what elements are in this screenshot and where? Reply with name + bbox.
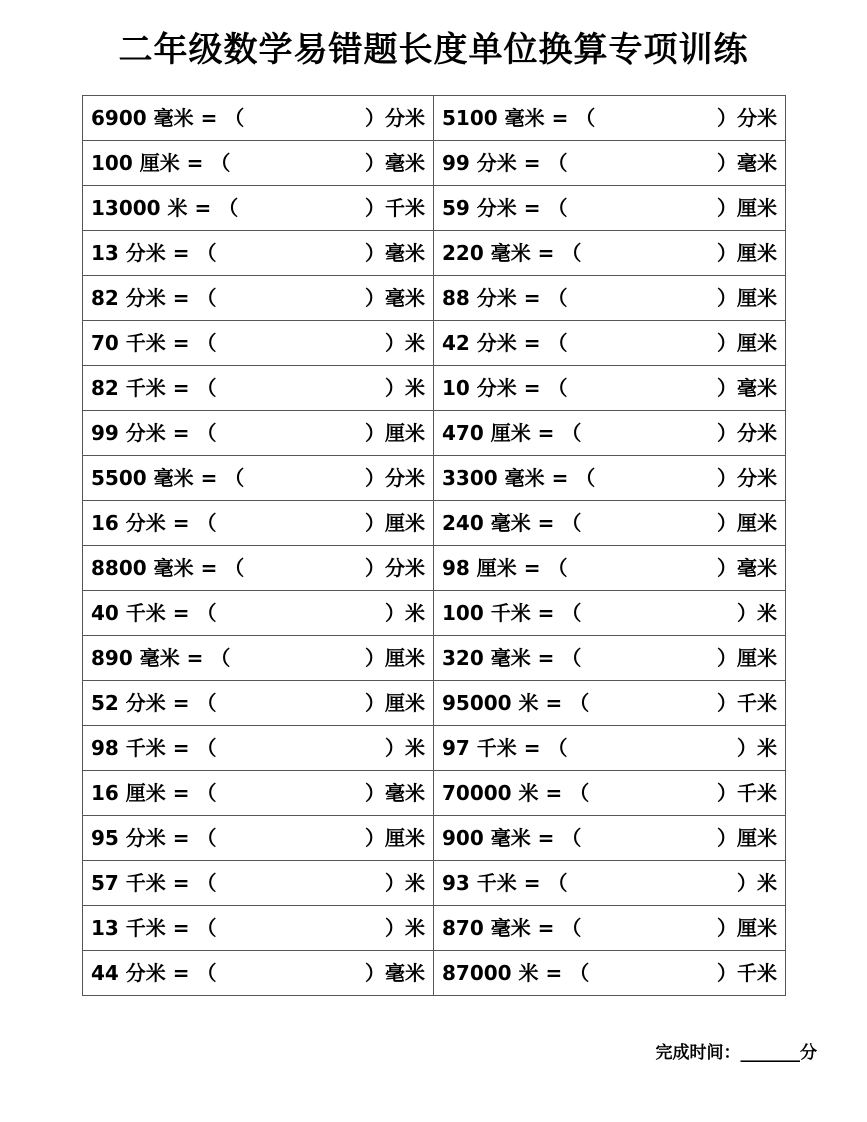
question-expression: 88 分米 = （ <box>442 286 568 310</box>
answer-unit: ）厘米 <box>717 331 777 355</box>
question-cell-right[interactable] <box>434 456 786 501</box>
question-expression: 95000 米 = （ <box>442 691 590 715</box>
table-row <box>83 816 786 861</box>
question-cell-right[interactable] <box>434 366 786 411</box>
question-cell-left[interactable] <box>83 906 434 951</box>
conversion-question <box>434 96 785 140</box>
answer-unit: ）千米 <box>717 691 777 715</box>
question-expression: 870 毫米 = （ <box>442 916 582 940</box>
conversion-question <box>83 726 433 770</box>
answer-unit: ）厘米 <box>365 646 425 670</box>
completion-time <box>656 1038 818 1063</box>
question-cell-left[interactable] <box>83 726 434 771</box>
answer-unit: ）毫米 <box>365 781 425 805</box>
question-expression: 59 分米 = （ <box>442 196 568 220</box>
answer-unit: ）毫米 <box>365 241 425 265</box>
table-row <box>83 546 786 591</box>
answer-unit: ）米 <box>385 376 425 400</box>
question-cell-right[interactable] <box>434 186 786 231</box>
question-cell-left[interactable] <box>83 276 434 321</box>
answer-unit: ）分米 <box>365 106 425 130</box>
conversion-question <box>83 96 433 140</box>
answer-unit: ）分米 <box>717 421 777 445</box>
answer-unit: ）厘米 <box>717 511 777 535</box>
completion-time-unit: 分 <box>800 1043 817 1063</box>
question-cell-left[interactable] <box>83 591 434 636</box>
question-cell-left[interactable] <box>83 456 434 501</box>
question-cell-right[interactable] <box>434 231 786 276</box>
conversion-question <box>83 951 433 995</box>
conversion-question <box>83 321 433 365</box>
question-cell-left[interactable] <box>83 321 434 366</box>
conversion-question <box>83 906 433 950</box>
question-expression: 40 千米 = （ <box>91 601 217 625</box>
conversion-question <box>83 681 433 725</box>
answer-unit: ）米 <box>385 871 425 895</box>
question-expression: 320 毫米 = （ <box>442 646 582 670</box>
question-expression: 100 千米 = （ <box>442 601 582 625</box>
conversion-question <box>83 276 433 320</box>
table-row <box>83 861 786 906</box>
question-cell-left[interactable] <box>83 816 434 861</box>
conversion-question <box>434 681 785 725</box>
table-row <box>83 501 786 546</box>
answer-unit: ）千米 <box>717 781 777 805</box>
conversion-question <box>83 546 433 590</box>
question-cell-right[interactable] <box>434 861 786 906</box>
table-row <box>83 681 786 726</box>
conversion-question <box>434 501 785 545</box>
table-row <box>83 591 786 636</box>
question-cell-left[interactable] <box>83 231 434 276</box>
question-cell-right[interactable] <box>434 591 786 636</box>
question-cell-right[interactable] <box>434 636 786 681</box>
conversion-question <box>434 186 785 230</box>
answer-unit: ）毫米 <box>365 286 425 310</box>
answer-unit: ）毫米 <box>717 556 777 580</box>
question-expression: 10 分米 = （ <box>442 376 568 400</box>
answer-unit: ）米 <box>737 736 777 760</box>
question-expression: 13 千米 = （ <box>91 916 217 940</box>
conversion-question <box>434 861 785 905</box>
answer-unit: ）厘米 <box>365 826 425 850</box>
table-row <box>83 771 786 816</box>
table-row <box>83 951 786 996</box>
question-expression: 42 分米 = （ <box>442 331 568 355</box>
question-expression: 98 千米 = （ <box>91 736 217 760</box>
worksheet-title: 二年级数学易错题长度单位换算专项训练 <box>118 30 749 70</box>
question-cell-left[interactable] <box>83 546 434 591</box>
question-cell-right[interactable] <box>434 681 786 726</box>
answer-unit: ）分米 <box>365 466 425 490</box>
question-expression: 13000 米 = （ <box>91 196 239 220</box>
question-cell-left[interactable] <box>83 681 434 726</box>
answer-unit: ）厘米 <box>365 511 425 535</box>
conversion-question <box>434 546 785 590</box>
question-expression: 95 分米 = （ <box>91 826 217 850</box>
question-cell-right[interactable] <box>434 501 786 546</box>
question-expression: 70 千米 = （ <box>91 331 217 355</box>
question-cell-right[interactable] <box>434 321 786 366</box>
question-cell-right[interactable] <box>434 771 786 816</box>
table-row <box>83 186 786 231</box>
conversion-question <box>434 366 785 410</box>
question-cell-right[interactable] <box>434 96 786 141</box>
table-row <box>83 321 786 366</box>
table-row <box>83 96 786 141</box>
table-row <box>83 276 786 321</box>
conversion-question <box>434 771 785 815</box>
conversion-question <box>83 816 433 860</box>
answer-unit: ）毫米 <box>717 151 777 175</box>
question-expression: 470 厘米 = （ <box>442 421 582 445</box>
question-expression: 13 分米 = （ <box>91 241 217 265</box>
question-expression: 44 分米 = （ <box>91 961 217 985</box>
answer-unit: ）千米 <box>365 196 425 220</box>
completion-time-blank[interactable]: _______ <box>740 1043 800 1063</box>
question-expression: 70000 米 = （ <box>442 781 590 805</box>
conversion-question <box>434 636 785 680</box>
conversion-question <box>434 591 785 635</box>
answer-unit: ）厘米 <box>717 916 777 940</box>
answer-unit: ）厘米 <box>717 286 777 310</box>
question-expression: 16 分米 = （ <box>91 511 217 535</box>
answer-unit: ）米 <box>385 331 425 355</box>
conversion-question <box>83 771 433 815</box>
conversion-question <box>434 816 785 860</box>
question-cell-left[interactable] <box>83 366 434 411</box>
conversion-question <box>83 366 433 410</box>
question-expression: 87000 米 = （ <box>442 961 590 985</box>
question-expression: 8800 毫米 = （ <box>91 556 245 580</box>
table-row <box>83 726 786 771</box>
question-cell-left[interactable] <box>83 96 434 141</box>
answer-unit: ）毫米 <box>717 376 777 400</box>
conversion-question <box>83 861 433 905</box>
conversion-question <box>83 636 433 680</box>
question-cell-left[interactable] <box>83 636 434 681</box>
conversion-question <box>83 591 433 635</box>
answer-unit: ）厘米 <box>365 421 425 445</box>
question-expression: 5500 毫米 = （ <box>91 466 245 490</box>
conversion-question <box>434 726 785 770</box>
question-cell-left[interactable] <box>83 771 434 816</box>
question-cell-left[interactable] <box>83 186 434 231</box>
answer-unit: ）千米 <box>717 961 777 985</box>
answer-unit: ）分米 <box>365 556 425 580</box>
conversion-question <box>434 321 785 365</box>
conversion-question <box>434 411 785 455</box>
conversion-question <box>434 231 785 275</box>
table-row <box>83 411 786 456</box>
conversion-question <box>83 186 433 230</box>
answer-unit: ）分米 <box>717 106 777 130</box>
question-expression: 97 千米 = （ <box>442 736 568 760</box>
question-cell-left[interactable] <box>83 951 434 996</box>
question-cell-left[interactable] <box>83 861 434 906</box>
question-expression: 240 毫米 = （ <box>442 511 582 535</box>
question-expression: 57 千米 = （ <box>91 871 217 895</box>
question-expression: 99 分米 = （ <box>442 151 568 175</box>
conversion-table <box>82 95 786 996</box>
conversion-question <box>83 501 433 545</box>
answer-unit: ）米 <box>737 601 777 625</box>
answer-unit: ）厘米 <box>365 691 425 715</box>
question-expression: 3300 毫米 = （ <box>442 466 596 490</box>
table-row <box>83 366 786 411</box>
conversion-question <box>434 456 785 500</box>
question-expression: 100 厘米 = （ <box>91 151 231 175</box>
answer-unit: ）厘米 <box>717 646 777 670</box>
table-row <box>83 141 786 186</box>
question-expression: 16 厘米 = （ <box>91 781 217 805</box>
answer-unit: ）米 <box>385 601 425 625</box>
question-expression: 6900 毫米 = （ <box>91 106 245 130</box>
question-expression: 82 分米 = （ <box>91 286 217 310</box>
question-expression: 52 分米 = （ <box>91 691 217 715</box>
table-row <box>83 456 786 501</box>
question-cell-right[interactable] <box>434 411 786 456</box>
question-expression: 890 毫米 = （ <box>91 646 231 670</box>
question-expression: 5100 毫米 = （ <box>442 106 596 130</box>
answer-unit: ）米 <box>737 871 777 895</box>
question-cell-left[interactable] <box>83 501 434 546</box>
conversion-question <box>434 276 785 320</box>
conversion-question <box>434 951 785 995</box>
conversion-question <box>83 456 433 500</box>
answer-unit: ）米 <box>385 736 425 760</box>
question-expression: 82 千米 = （ <box>91 376 217 400</box>
conversion-question <box>83 231 433 275</box>
answer-unit: ）厘米 <box>717 196 777 220</box>
question-cell-right[interactable] <box>434 816 786 861</box>
conversion-question <box>83 141 433 185</box>
question-expression: 900 毫米 = （ <box>442 826 582 850</box>
answer-unit: ）米 <box>385 916 425 940</box>
answer-unit: ）分米 <box>717 466 777 490</box>
answer-unit: ）毫米 <box>365 151 425 175</box>
question-cell-left[interactable] <box>83 411 434 456</box>
question-cell-right[interactable] <box>434 951 786 996</box>
question-cell-right[interactable] <box>434 726 786 771</box>
conversion-question <box>434 906 785 950</box>
question-expression: 98 厘米 = （ <box>442 556 568 580</box>
question-expression: 99 分米 = （ <box>91 421 217 445</box>
completion-time-label: 完成时间： <box>655 1043 741 1063</box>
question-cell-right[interactable] <box>434 906 786 951</box>
question-cell-right[interactable] <box>434 546 786 591</box>
conversion-question <box>434 141 785 185</box>
answer-unit: ）厘米 <box>717 241 777 265</box>
question-cell-right[interactable] <box>434 141 786 186</box>
answer-unit: ）厘米 <box>717 826 777 850</box>
question-expression: 220 毫米 = （ <box>442 241 582 265</box>
table-row <box>83 636 786 681</box>
table-row <box>83 231 786 276</box>
question-cell-left[interactable] <box>83 141 434 186</box>
table-row <box>83 906 786 951</box>
conversion-question <box>83 411 433 455</box>
question-expression: 93 千米 = （ <box>442 871 568 895</box>
answer-unit: ）毫米 <box>365 961 425 985</box>
question-cell-right[interactable] <box>434 276 786 321</box>
